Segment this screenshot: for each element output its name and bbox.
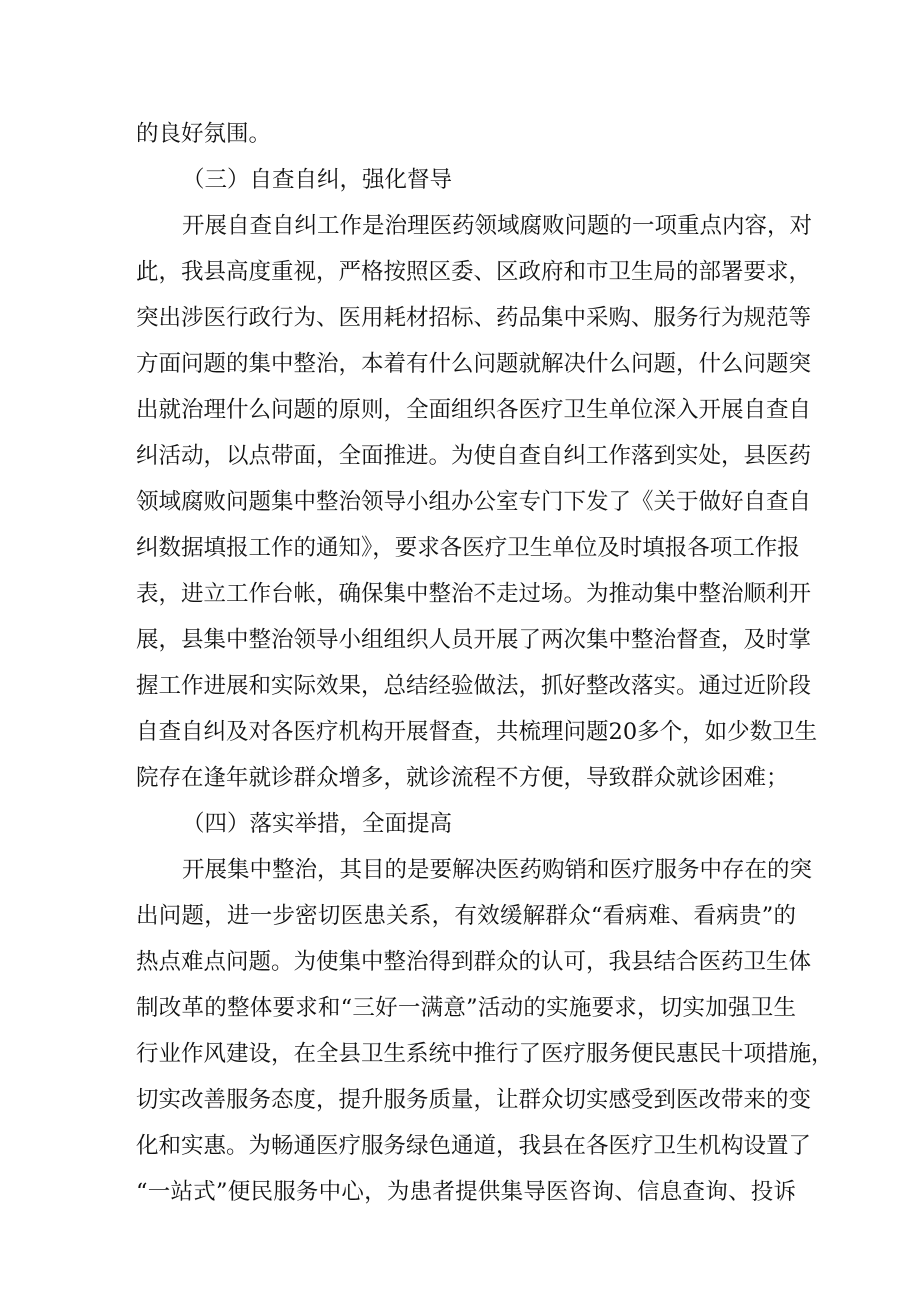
text-line: 表，进立工作台帐，确保集中整治不走过场。为推动集中整治顺利开 — [136, 581, 812, 607]
text-line: 热点难点问题。为使集中整治得到群众的认可，我县结合医药卫生体 — [136, 949, 812, 975]
text-line: 握工作进展和实际效果，总结经验做法，抓好整改落实。通过近阶段 — [136, 673, 812, 699]
text-line: 化和实惠。为畅通医疗服务绿色通道，我县在各医疗卫生机构设置了 — [136, 1133, 812, 1159]
text-line: 自查自纠及对各医疗机构开展督查，共梳理问题20多个，如少数卫生 — [136, 719, 818, 745]
text-line: 展，县集中整治领导小组组织人员开展了两次集中整治督查，及时掌 — [136, 627, 812, 653]
text-line: 行业作风建设，在全县卫生系统中推行了医疗服务便民惠民十项措施， — [136, 1041, 834, 1067]
text-line: 出问题，进一步密切医患关系，有效缓解群众“看病难、看病贵”的 — [136, 903, 796, 929]
text-line: 切实改善服务态度，提升服务质量，让群众切实感受到医改带来的变 — [136, 1087, 812, 1113]
text-line: 纠数据填报工作的通知》，要求各医疗卫生单位及时填报各项工作报 — [136, 535, 800, 561]
text-line: 突出涉医行政行为、医用耗材招标、药品集中采购、服务行为规范等 — [136, 305, 812, 331]
section-heading-3: （三）自查自纠，强化督导 — [182, 167, 453, 193]
text-line: “一站式”便民服务中心，为患者提供集导医咨询、信息查询、投诉 — [136, 1179, 796, 1205]
text-line: 领域腐败问题集中整治领导小组办公室专门下发了《关于做好自查自 — [136, 489, 812, 515]
text-line: 开展集中整治，其目的是要解决医药购销和医疗服务中存在的突 — [182, 857, 813, 883]
text-line: 方面问题的集中整治，本着有什么问题就解决什么问题，什么问题突 — [136, 351, 812, 377]
text-line: 纠活动，以点带面，全面推进。为使自查自纠工作落到实处，县医药 — [136, 443, 812, 469]
section-heading-4: （四）落实举措，全面提高 — [182, 811, 453, 837]
text-line: 出就治理什么问题的原则，全面组织各医疗卫生单位深入开展自查自 — [136, 397, 812, 423]
text-line: 的良好氛围。 — [136, 121, 272, 147]
text-line: 此，我县高度重视，严格按照区委、区政府和市卫生局的部署要求， — [136, 259, 812, 285]
text-line: 开展自查自纠工作是治理医药领域腐败问题的一项重点内容，对 — [182, 213, 813, 239]
text-line: 制改革的整体要求和“三好一满意”活动的实施要求，切实加强卫生 — [136, 995, 796, 1021]
text-line: 院存在逢年就诊群众增多，就诊流程不方便，导致群众就诊困难； — [136, 765, 789, 791]
